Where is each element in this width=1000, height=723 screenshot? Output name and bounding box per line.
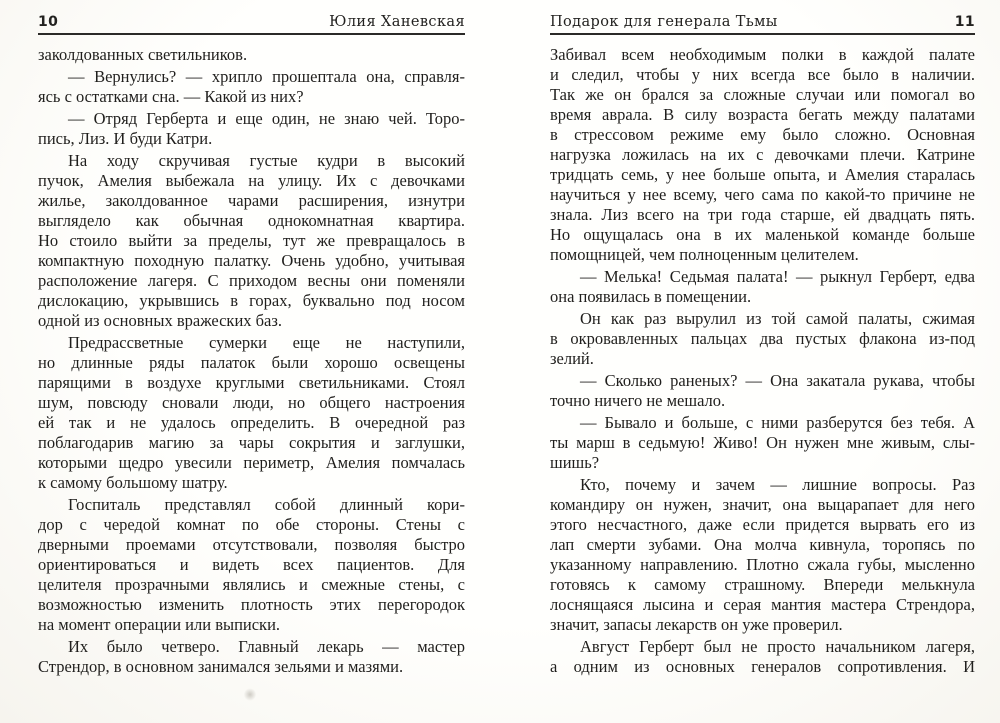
text-line: в стрессовом режиме ему было сложно. Основная [550, 125, 975, 144]
text-line: Август Герберт был не просто начальником лагеря, [580, 637, 975, 656]
text-line: ясь с остатками сна. — Какой из них? [38, 87, 304, 106]
text-line: — Бывало и больше, с ними разберутся без тебя. А [580, 413, 975, 432]
bleed-through-mark [243, 687, 257, 702]
text-line: и следил, чтобы у них всегда все было в наличии. [550, 65, 975, 84]
text-line: Предрассветные сумерки еще не наступили, [68, 333, 465, 352]
text-line: этого несчастного, даже если придется вырвать его из [550, 515, 975, 534]
text-line: которыми щедро увесили периметр, Амелия помчалась [38, 453, 465, 472]
text-line: — Вернулись? — хрипло прошептала она, справля- [68, 67, 465, 86]
text-line: дор с чередой комнат по обе стороны. Стены с [38, 515, 465, 534]
text-line: пучок, Амелия выбежала на улицу. Их с девочками [38, 171, 465, 190]
text-line: нагрузка ложилась на их с девочками плечи. Катрине [550, 145, 975, 164]
text-line: шишь? [550, 453, 600, 472]
text-line: Их было четверо. Главный лекарь — мастер [68, 637, 465, 656]
text-line: На ходу скручивая густые кудри в высокий [68, 151, 465, 170]
text-line: парящими в воздухе круглыми светильниками. Стоял [38, 373, 465, 392]
running-header: Юлия Ханевская [329, 14, 465, 30]
page-number: 11 [954, 14, 975, 30]
text-line: Кто, почему и зачем — лишние вопросы. Раз [580, 475, 975, 494]
text-line: возможностью изменить плотность этих перегородок [38, 595, 465, 614]
text-line: командиру он нужен, значит, она выцарапает для него [550, 495, 975, 514]
text-line: Но ощущалась она в их маленькой команде больше [550, 225, 975, 244]
text-line: она появилась в помещении. [550, 287, 752, 306]
text-line: — Отряд Герберта и еще один, не знаю чей. Торо- [68, 109, 465, 128]
text-line: жилье, заколдованное чарами расширения, изнутри [38, 191, 465, 210]
page-body [38, 45, 465, 677]
page-body [550, 45, 975, 677]
text-line: помощницей, чем полноценным целителем. [550, 245, 859, 264]
page-header-left [38, 14, 465, 35]
text-line: Госпиталь представлял собой длинный кори- [68, 495, 465, 514]
text-line: пись, Лиз. И буди Катри. [38, 129, 213, 148]
text-line: Забивал всем необходимым полки в каждой палате [550, 45, 975, 64]
text-line: поблагодарив магию за чары сокрытия и заглушки, [38, 433, 465, 452]
text-line: заколдованных светильников. [38, 45, 248, 64]
text-line: дислокацию, укрывшись в горах, буквально под носом [38, 291, 465, 310]
text-line: указанному направлению. Плотно сжала губы, мысленно [550, 555, 975, 574]
text-line: ты марш в седьмую! Живо! Он нужен мне живым, слы- [550, 433, 975, 452]
text-line: Стрендор, в основном занимался зельями и мазями. [38, 657, 404, 676]
text-line: зелий. [550, 349, 594, 368]
text-line: научиться у нее всему, чего сама по какой-то причине не [550, 185, 975, 204]
text-line: точно ничего не мешало. [550, 391, 726, 410]
text-line: время аврала. В силу возраста бегать между палатами [550, 105, 975, 124]
text-line: в окровавленных пальцах два пустых флакона из-под [550, 329, 975, 348]
text-line: Но стоило выйти за пределы, тут же превращалось в [38, 231, 465, 250]
text-line: лоснящаяся лысина и серая мантия мастера Стрендора, [550, 595, 975, 614]
page-header-right [550, 14, 975, 35]
page-right [550, 0, 975, 677]
text-line: готовясь к самому страшному. Впереди мелькнула [550, 575, 975, 594]
text-line: тридцать семь, у нее больше опыта, и Амелия старалась [550, 165, 975, 184]
text-line: ориентироваться и видеть всех пациентов. Для [38, 555, 465, 574]
text-line: целителя прозрачными являлись и смежные стены, с [38, 575, 465, 594]
text-line: а одним из основных генералов сопротивления. И [550, 657, 975, 676]
text-line: одной из основных вражеских баз. [38, 311, 283, 330]
text-line: дверными проемами отсутствовали, позволяя быстро [38, 535, 465, 554]
text-line: выглядело как обычная однокомнатная квартира. [38, 211, 465, 230]
page-number: 10 [38, 14, 59, 30]
text-line: шум, повсюду сновали люди, но общего настроения [38, 393, 465, 412]
text-line: расположение лагеря. С приходом весны они поменяли [38, 271, 465, 290]
text-line: знала. Лиз всего на три года старше, ей двадцать пять. [550, 205, 975, 224]
text-line: компактную походную палатку. Очень удобно, учитывая [38, 251, 465, 270]
text-line: Так же он брался за сложные случаи или помогал во [550, 85, 975, 104]
text-line: — Мелька! Седьмая палата! — рыкнул Герберт, едва [580, 267, 975, 286]
text-line: — Сколько раненых? — Она закатала рукава, чтобы [580, 371, 975, 390]
text-line: лап смерти зубами. Она молча кивнула, торопясь по [550, 535, 975, 554]
running-header: Подарок для генерала Тьмы [550, 14, 778, 30]
text-line: значит, запасы лекарств он уже проверил. [550, 615, 843, 634]
text-line: Он как раз вырулил из той самой палаты, сжимая [580, 309, 975, 328]
text-line: но длинные ряды палаток были хорошо освещены [38, 353, 465, 372]
text-line: ей так и не удалось определить. В очередной раз [38, 413, 465, 432]
page-left [38, 0, 465, 677]
text-line: к самому большому шатру. [38, 473, 228, 492]
text-line: на момент операции или выписки. [38, 615, 281, 634]
